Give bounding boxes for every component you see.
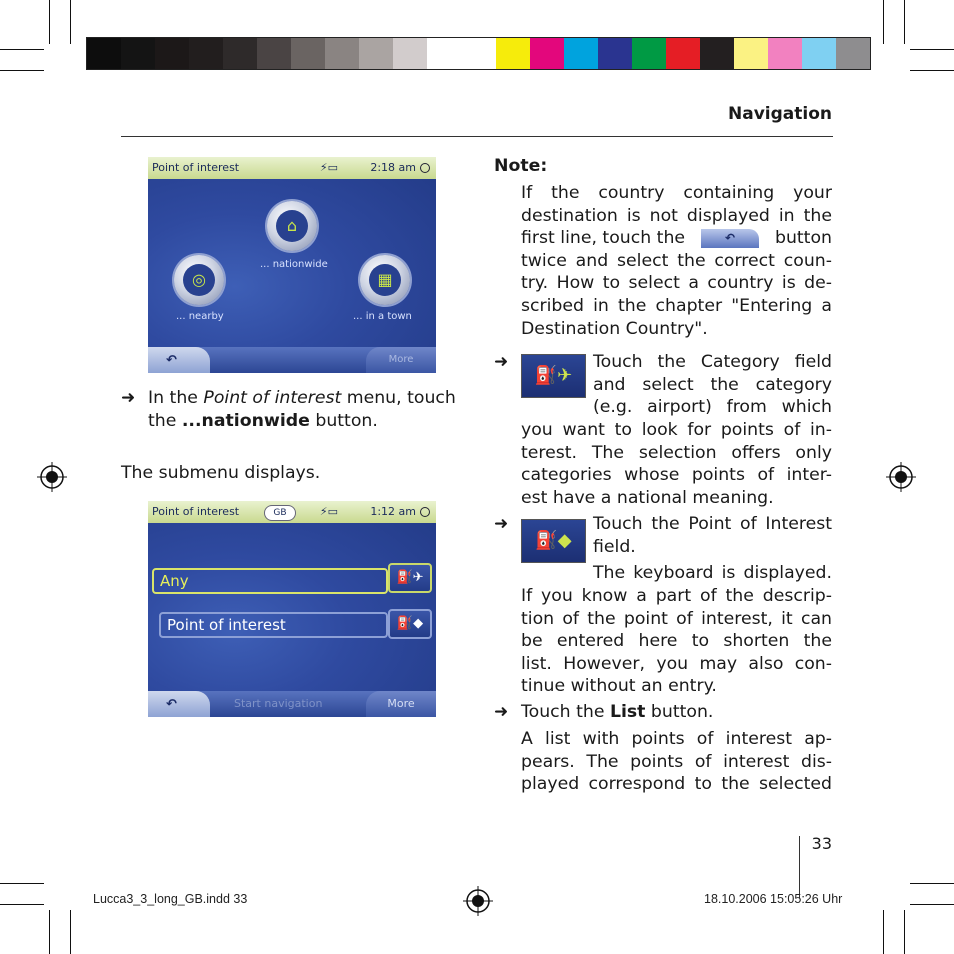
town-icon: ▦ (369, 264, 401, 296)
color-swatch (598, 38, 632, 69)
crop-mark (910, 883, 954, 884)
result-text: A list with points of interest ap- pears. The points of interest dis- played correspond to the selected (521, 729, 832, 795)
category-step-text-cont: you want to look for points of in- terest. The selection offers only categories whose points of inter- est have a national meaning. (521, 420, 832, 508)
battery-icon: ⚡▭ (319, 161, 338, 174)
crop-mark (49, 0, 50, 44)
section-header: Navigation (728, 104, 832, 124)
poi-submenu-screenshot (148, 501, 436, 717)
nationwide-label: ... nationwide (260, 259, 328, 270)
keyboard-text: If you know a part of the descrip- tion of the point of interest, it can be entered here to shorten the list. However, you may also con- tinue without an entry. (521, 586, 832, 697)
color-swatch (530, 38, 564, 69)
back-button[interactable] (148, 691, 210, 717)
screen-title: Point of interest (152, 161, 240, 174)
crop-mark (0, 904, 44, 905)
nearby-button[interactable] (174, 255, 224, 305)
screen-bottom-bar (148, 347, 436, 373)
header-rule (121, 136, 833, 137)
battery-icon: ⚡▭ (319, 505, 338, 518)
crop-mark (0, 49, 44, 50)
color-swatch (496, 38, 530, 69)
crop-mark (0, 70, 44, 71)
color-swatch (155, 38, 189, 69)
color-swatch (359, 38, 393, 69)
color-swatch (666, 38, 700, 69)
back-arrow-icon: ↶ (166, 697, 177, 712)
crop-mark (883, 910, 884, 954)
poi-field[interactable]: Point of interest (159, 612, 388, 638)
screen-title-bar (148, 157, 436, 179)
step-text: In the Point of interest menu, touch the ...nationwide button. (148, 388, 456, 431)
crop-mark (904, 0, 905, 44)
color-swatch (257, 38, 291, 69)
note-body: If the country containing your destination is not displayed in the first line, touch the ↶ button twice and select the correct coun- try. How to select a country is de- scribed in the chapter "Entering a Destination Country". (521, 183, 832, 339)
registration-mark-icon (37, 462, 67, 492)
clock-icon (420, 507, 430, 517)
more-button[interactable]: More (366, 347, 436, 373)
back-button-inline-icon: ↶ (701, 229, 759, 248)
color-swatch (87, 38, 121, 69)
screen-time: 1:12 am (370, 505, 416, 518)
colorbar-gap (460, 38, 496, 69)
nationwide-button[interactable] (267, 201, 317, 251)
crop-mark (910, 904, 954, 905)
step-arrow: ➜ (494, 514, 509, 534)
screen-title-bar (148, 501, 436, 523)
nearby-label: ... nearby (176, 311, 224, 322)
crop-mark (70, 0, 71, 44)
step-arrow: ➜ (494, 352, 509, 372)
crop-mark (910, 70, 954, 71)
in-a-town-label: ... in a town (353, 311, 412, 322)
screen-title: Point of interest (152, 505, 240, 518)
more-button[interactable]: More (366, 691, 436, 717)
color-swatch (632, 38, 666, 69)
poi-menu-screenshot (148, 157, 436, 373)
back-button[interactable] (148, 347, 210, 373)
color-swatch (564, 38, 598, 69)
target-icon: ◎ (183, 264, 215, 296)
page-number: 33 (811, 834, 832, 853)
color-swatch (393, 38, 427, 69)
poi-icon: ⛽◆ (521, 519, 586, 563)
crop-mark (910, 49, 954, 50)
crop-mark (883, 0, 884, 44)
submenu-text: The submenu displays. (121, 463, 321, 483)
crop-mark (49, 910, 50, 954)
screen-bottom-bar (148, 691, 436, 717)
footer-filename: Lucca3_3_long_GB.indd 33 (93, 892, 248, 906)
color-calibration-bar (86, 37, 871, 70)
poi-icon[interactable]: ⛽◆ (388, 609, 432, 639)
color-swatch (223, 38, 257, 69)
registration-mark-icon (463, 886, 493, 916)
note-title: Note: (494, 156, 548, 176)
color-swatch (768, 38, 802, 69)
color-swatch (427, 38, 461, 69)
map-icon: ⌂ (276, 210, 308, 242)
color-swatch (189, 38, 223, 69)
in-a-town-button[interactable] (360, 255, 410, 305)
screen-time: 2:18 am (370, 161, 416, 174)
color-swatch (325, 38, 359, 69)
category-icon[interactable]: ⛽✈ (388, 563, 432, 593)
category-step-text: Touch the Category field and select the category (e.g. airport) from which (593, 352, 832, 418)
category-field[interactable]: Any (152, 568, 388, 594)
start-navigation-button[interactable]: Start navigation (234, 697, 323, 710)
color-swatch (291, 38, 325, 69)
crop-mark (904, 910, 905, 954)
color-swatch (734, 38, 768, 69)
category-icon: ⛽✈ (521, 354, 586, 398)
crop-mark (0, 883, 44, 884)
step-arrow: ➜ (121, 388, 136, 408)
step-arrow: ➜ (494, 702, 509, 722)
crop-mark (70, 910, 71, 954)
footer-date: 18.10.2006 15:05:26 Uhr (704, 892, 843, 906)
list-step-text: Touch the List button. (521, 702, 714, 722)
color-swatch (121, 38, 155, 69)
color-swatch (836, 38, 870, 69)
color-swatch (802, 38, 836, 69)
page-number-rule (799, 836, 800, 898)
registration-mark-icon (886, 462, 916, 492)
poi-step-text: Touch the Point of Interest field. The keyboard is displayed. (593, 514, 832, 584)
color-swatch (700, 38, 734, 69)
clock-icon (420, 163, 430, 173)
country-badge[interactable]: GB (264, 505, 296, 521)
back-arrow-icon: ↶ (166, 353, 177, 368)
